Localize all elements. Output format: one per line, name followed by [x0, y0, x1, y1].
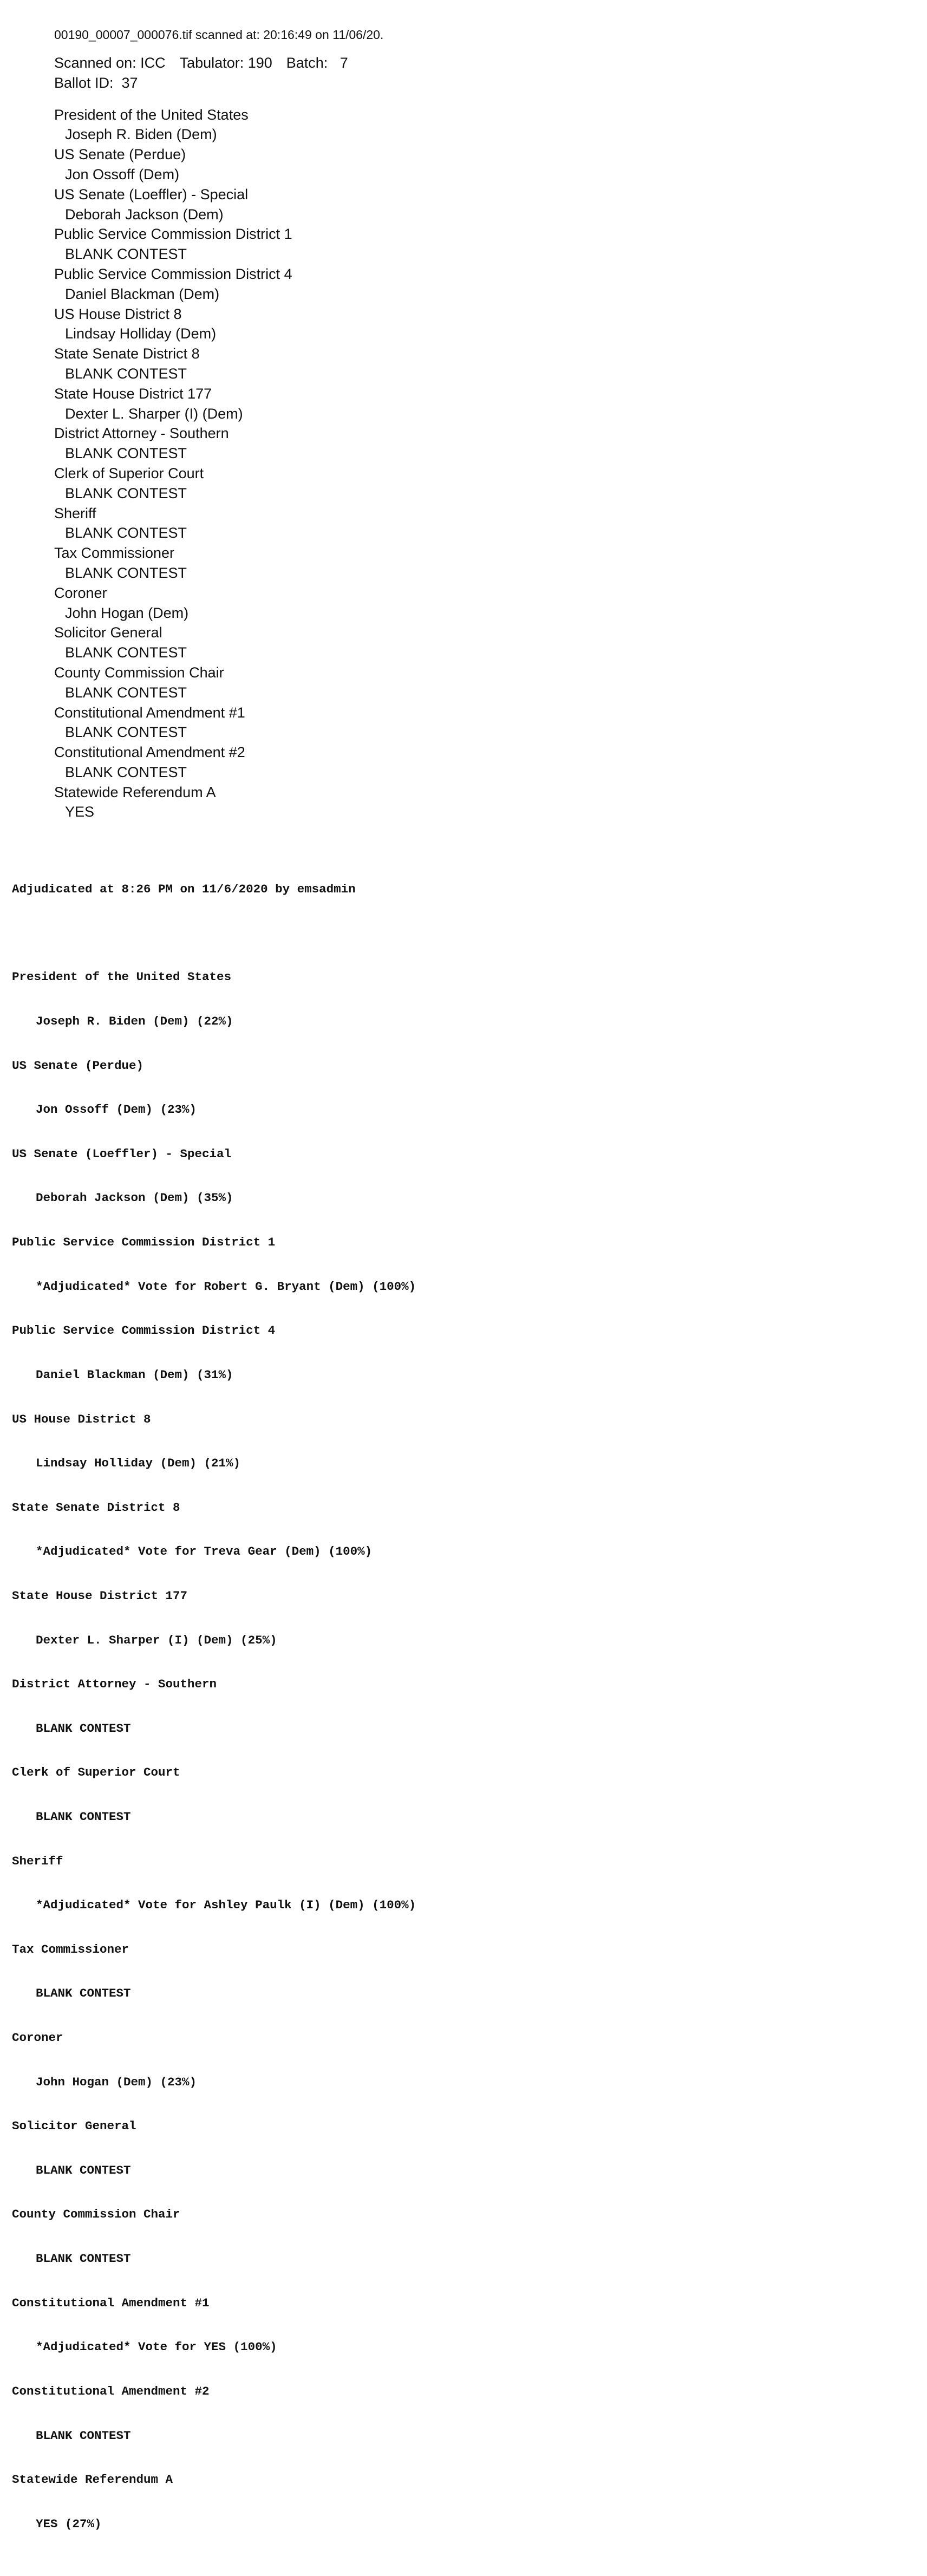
contest-choice: BLANK CONTEST: [65, 564, 187, 581]
adjudication-contest-title: Sheriff: [12, 1854, 63, 1868]
contest-choice: BLANK CONTEST: [65, 644, 187, 661]
adjudication-contest-title: US Senate (Loeffler) - Special: [12, 1146, 232, 1161]
contest-title: State Senate District 8: [54, 345, 200, 362]
contest-title: Solicitor General: [54, 624, 162, 641]
contest-title: State House District 177: [54, 385, 212, 402]
adjudication-contest-choice: *Adjudicated* Vote for Ashley Paulk (I) (Dem) (100%): [36, 1898, 416, 1913]
adjudication-contest-title: Clerk of Superior Court: [12, 1765, 180, 1780]
ballot-id: Ballot ID: 37: [54, 74, 138, 91]
contest-title: US Senate (Perdue): [54, 146, 186, 163]
adjudication-contest-title: Coroner: [12, 2031, 63, 2045]
contest-choice: Deborah Jackson (Dem): [65, 206, 224, 223]
adjudication-contest-choice: BLANK CONTEST: [36, 2428, 131, 2443]
adjudication-contest-choice: BLANK CONTEST: [36, 2252, 131, 2266]
contest-choice: BLANK CONTEST: [65, 365, 187, 382]
scan-header: 00190_00007_000076.tif scanned at: 20:16:49 on 11/06/20.: [54, 28, 384, 42]
contest-choice: Joseph R. Biden (Dem): [65, 126, 217, 143]
contest-choice: BLANK CONTEST: [65, 684, 187, 701]
adjudication-contest-choice: Deborah Jackson (Dem) (35%): [36, 1191, 233, 1205]
adjudication-contest-title: US House District 8: [12, 1412, 151, 1426]
contest-choice: BLANK CONTEST: [65, 485, 187, 501]
contest-title: US House District 8: [54, 305, 182, 322]
contest-choice: BLANK CONTEST: [65, 525, 187, 542]
adjudication-contest-title: Constitutional Amendment #2: [12, 2384, 210, 2398]
contest-title: Constitutional Amendment #2: [54, 744, 245, 761]
adjudication-contest-title: Solicitor General: [12, 2119, 136, 2134]
scan-record: [54, 26, 383, 822]
contest-choice: YES: [65, 804, 95, 820]
adjudication-contest-choice: Daniel Blackman (Dem) (31%): [36, 1367, 233, 1382]
adjudication-contest-choice: Jon Ossoff (Dem) (23%): [36, 1103, 197, 1117]
contest-title: Statewide Referendum A: [54, 784, 216, 800]
adjudication-contest-title: US Senate (Perdue): [12, 1058, 144, 1073]
adjudication-contest-list: [12, 941, 416, 2561]
adjudication-contest-choice: YES (27%): [36, 2516, 102, 2531]
adjudication-record: [12, 853, 416, 2576]
contest-choice: Dexter L. Sharper (I) (Dem): [65, 405, 243, 422]
adjudication-contest-choice: Lindsay Holliday (Dem) (21%): [36, 1456, 241, 1471]
contest-choice: John Hogan (Dem): [65, 604, 189, 621]
adjudication-contest-choice: BLANK CONTEST: [36, 1721, 131, 1736]
contest-choice: BLANK CONTEST: [65, 445, 187, 462]
adjudication-contest-title: State Senate District 8: [12, 1500, 180, 1515]
adjudication-contest-title: County Commission Chair: [12, 2207, 180, 2222]
adjudication-header: Adjudicated at 8:26 PM on 11/6/2020 by emsadmin: [12, 882, 356, 897]
adjudication-contest-choice: BLANK CONTEST: [36, 2163, 131, 2177]
adjudication-contest-choice: Joseph R. Biden (Dem) (22%): [36, 1014, 233, 1029]
adjudication-contest-title: President of the United States: [12, 970, 232, 984]
adjudication-contest-title: Public Service Commission District 1: [12, 1235, 276, 1250]
scan-meta: [54, 53, 383, 73]
contest-choice: Lindsay Holliday (Dem): [65, 325, 217, 342]
contest-title: Public Service Commission District 4: [54, 265, 292, 282]
adjudication-contest-choice: John Hogan (Dem) (23%): [36, 2075, 197, 2089]
adjudication-contest-title: Statewide Referendum A: [12, 2473, 173, 2487]
adjudication-contest-choice: Dexter L. Sharper (I) (Dem) (25%): [36, 1633, 277, 1647]
contest-title: District Attorney - Southern: [54, 425, 229, 442]
scan-contest-list: [54, 105, 383, 823]
contest-choice: Daniel Blackman (Dem): [65, 285, 220, 302]
contest-title: County Commission Chair: [54, 664, 224, 681]
adjudication-contest-choice: BLANK CONTEST: [36, 1810, 131, 1824]
contest-title: US Senate (Loeffler) - Special: [54, 186, 249, 203]
contest-choice: BLANK CONTEST: [65, 764, 187, 780]
adjudication-contest-choice: *Adjudicated* Vote for Robert G. Bryant (Dem) (100%): [36, 1279, 416, 1294]
adjudication-contest-title: State House District 177: [12, 1588, 188, 1603]
adjudication-contest-title: Constitutional Amendment #1: [12, 2295, 210, 2310]
adjudication-contest-choice: BLANK CONTEST: [36, 1986, 131, 2001]
contest-title: Coroner: [54, 584, 107, 601]
batch: Batch: 7: [286, 55, 348, 71]
contest-title: Constitutional Amendment #1: [54, 704, 245, 721]
adjudication-contest-title: Public Service Commission District 4: [12, 1323, 276, 1338]
contest-title: Public Service Commission District 1: [54, 226, 292, 243]
contest-choice: BLANK CONTEST: [65, 246, 187, 263]
contest-choice: BLANK CONTEST: [65, 724, 187, 741]
contest-choice: Jon Ossoff (Dem): [65, 166, 180, 182]
contest-title: Clerk of Superior Court: [54, 465, 204, 481]
adjudication-contest-title: District Attorney - Southern: [12, 1677, 217, 1692]
tabulator: Tabulator: 190: [179, 55, 272, 71]
scanned-on: Scanned on: ICC: [54, 55, 166, 71]
adjudication-contest-title: Tax Commissioner: [12, 1942, 129, 1957]
adjudication-contest-choice: *Adjudicated* Vote for YES (100%): [36, 2340, 277, 2355]
contest-title: Sheriff: [54, 505, 96, 521]
adjudication-contest-choice: *Adjudicated* Vote for Treva Gear (Dem) (100%): [36, 1544, 373, 1559]
contest-title: President of the United States: [54, 106, 249, 123]
contest-title: Tax Commissioner: [54, 545, 175, 562]
